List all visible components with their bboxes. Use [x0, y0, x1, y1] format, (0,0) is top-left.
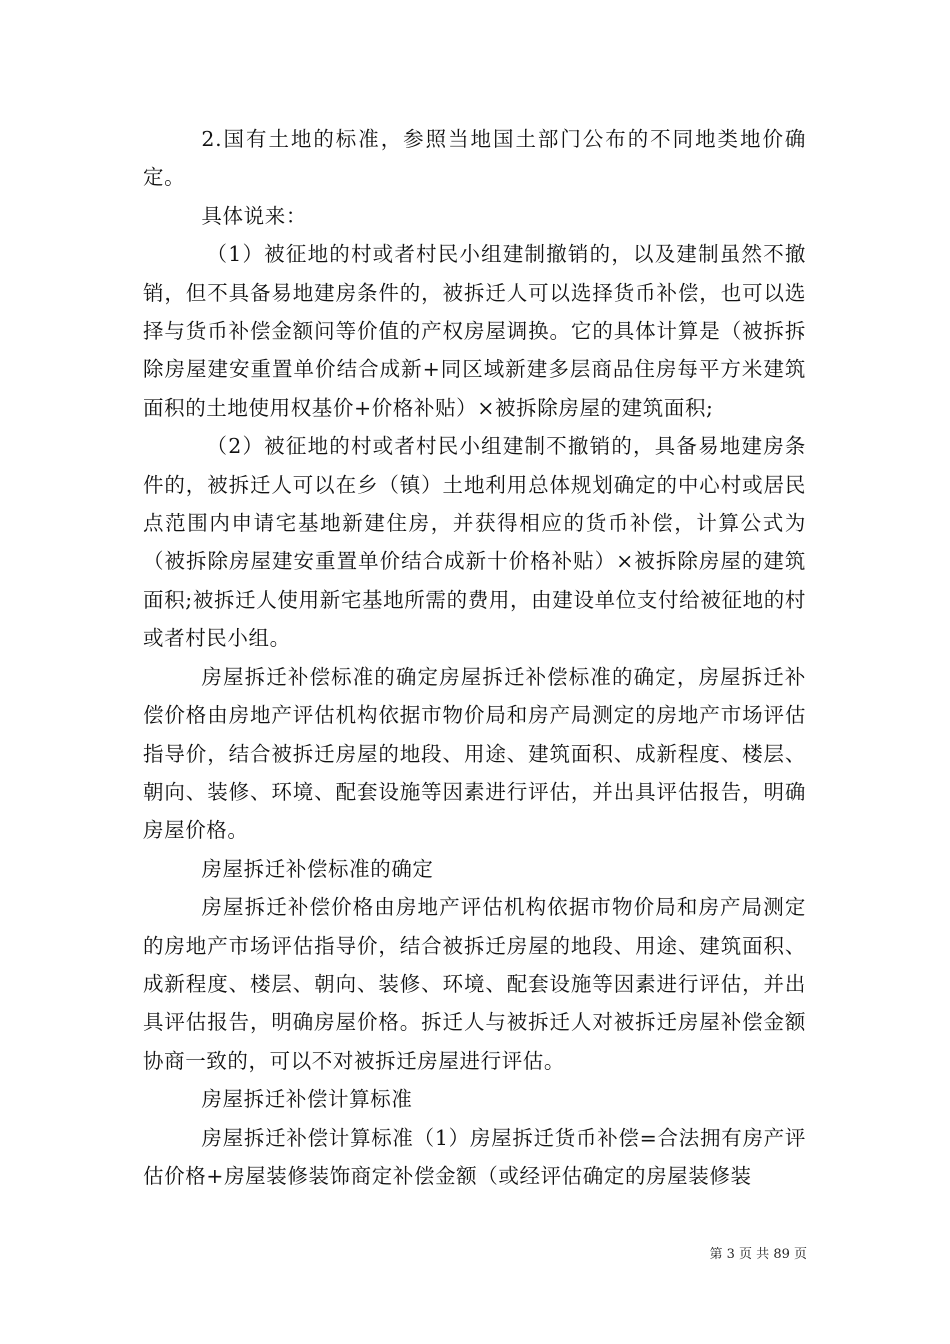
- document-body: [143, 120, 806, 1195]
- section-heading-calculation-standard: 房屋拆迁补偿计算标准: [201, 1087, 413, 1112]
- paragraph-compensation-standard-determination: 房屋拆迁补偿标准的确定房屋拆迁补偿标准的确定，房屋拆迁补偿价格由房地产评估机构依据市物价局和房产局测定的房地产市场评估指导价，结合被拆迁房屋的地段、用途、建筑面积、成新程度、楼层、朝向、装修、环境、配套设施等因素进行评估，并出具评估报告，明确房屋价格。: [143, 664, 806, 843]
- paragraph-specifically: 具体说来：: [201, 203, 307, 228]
- section-heading-standard-determination: 房屋拆迁补偿标准的确定: [201, 856, 434, 881]
- paragraph-compensation-price: 房屋拆迁补偿价格由房地产评估机构依据市物价局和房产局测定的房地产市场评估指导价，结合被拆迁房屋的地段、用途、建筑面积、成新程度、楼层、朝向、装修、环境、配套设施等因素进行评估，并出具评估报告，明确房屋价格。拆迁人与被拆迁人对被拆迁房屋补偿金额协商一致的，可以不对被拆迁房屋进行评估。: [143, 895, 806, 1073]
- paragraph-calculation-formula: 房屋拆迁补偿计算标准（1）房屋拆迁货币补偿=合法拥有房产评估价格+房屋装修装饰商定补偿金额（或经评估确定的房屋装修装: [143, 1125, 806, 1188]
- paragraph-item-2: （2）被征地的村或者村民小组建制不撤销的，具备易地建房条件的，被拆迁人可以在乡（镇）土地利用总体规划确定的中心村或居民点范围内申请宅基地新建住房，并获得相应的货币补偿，计算公式为（被拆除房屋建安重置单价结合成新十价格补贴）×被拆除房屋的建筑面积;被拆迁人使用新宅基地所需的费用，由建设单位支付给被征地的村或者村民小组。: [143, 434, 806, 651]
- paragraph-state-land-standard: 2.国有土地的标准，参照当地国土部门公布的不同地类地价确定。: [143, 127, 806, 190]
- paragraph-item-1: （1）被征地的村或者村民小组建制撤销的，以及建制虽然不撤销，但不具备易地建房条件的，被拆迁人可以选择货币补偿，也可以选择与货币补偿金额问等价值的产权房屋调换。它的具体计算是（被拆拆除房屋建安重置单价结合成新+同区域新建多层商品住房每平方米建筑面积的土地使用权基价+价格补贴）×被拆除房屋的建筑面积;: [143, 242, 806, 420]
- page-number-footer: 第 3 页 共 89 页: [709, 1247, 807, 1262]
